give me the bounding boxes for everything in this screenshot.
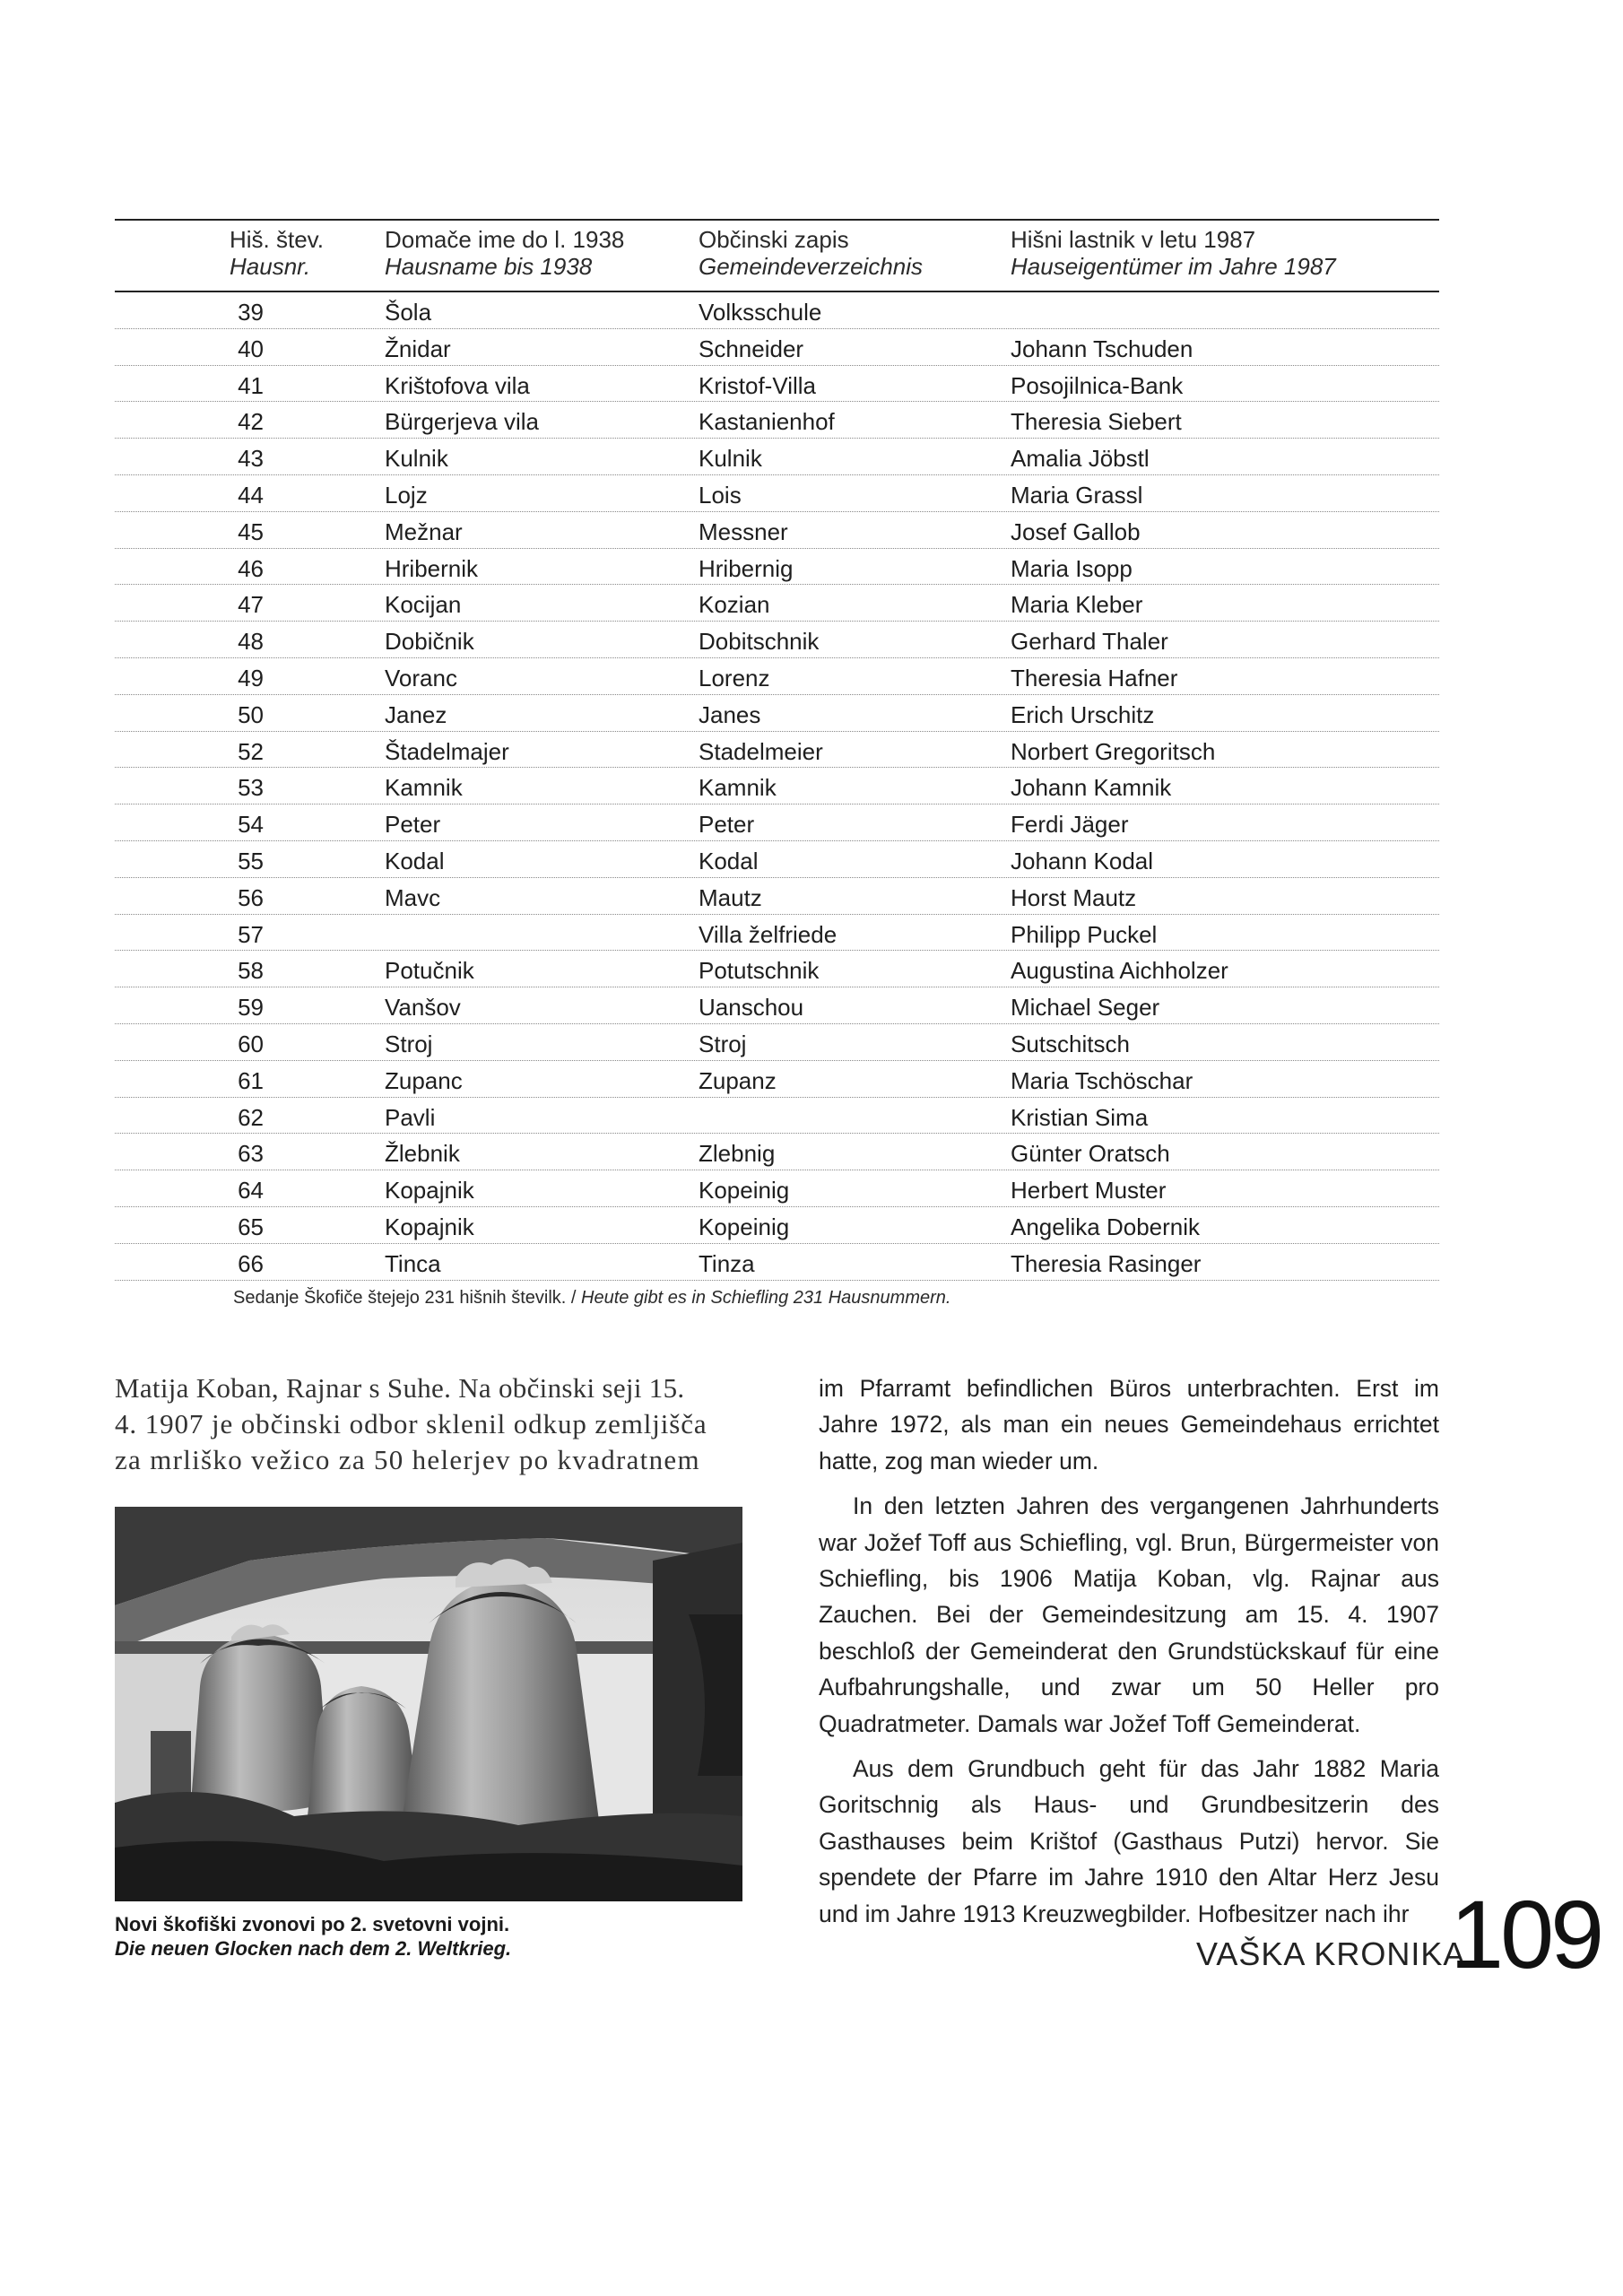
cell-name1938: Vanšov xyxy=(385,994,461,1022)
table-header xyxy=(115,221,1439,292)
paragraph: Aus dem Grundbuch geht für das Jahr 1882 Maria Goritschnig als Haus- und Grundbesitzerin des Gasthauses beim Krištof (Gasthaus Putzi) hervor. Sie spendete der Pfarre im Jahre 1910 den Altar Herz Jesu und im Jahre 1913 Kreuzwegbilder. Hofbesitzer nach ihr xyxy=(819,1755,1439,1927)
cell-municipal: Dobitschnik xyxy=(699,628,820,656)
table-row xyxy=(115,475,1439,512)
cell-municipal: Kastanienhof xyxy=(699,408,835,436)
table-row xyxy=(115,512,1439,549)
cell-municipal: Schneider xyxy=(699,335,804,362)
header-sl: Hiš. štev. xyxy=(230,226,324,253)
cell-municipal: Villa želfriede xyxy=(699,920,838,948)
cell-municipal: Tinza xyxy=(699,1249,755,1277)
cell-municipal: Zupanz xyxy=(699,1066,777,1094)
cell-name1938: Kamnik xyxy=(385,774,463,802)
cell-municipal: Potutschnik xyxy=(699,957,820,985)
header-municipal-record xyxy=(699,226,923,280)
cell-nr: 66 xyxy=(238,1249,264,1277)
cell-name1938: Štadelmajer xyxy=(385,737,509,765)
cell-nr: 58 xyxy=(238,957,264,985)
cell-nr: 56 xyxy=(238,883,264,911)
cell-municipal: Kristof-Villa xyxy=(699,371,817,399)
cell-nr: 42 xyxy=(238,408,264,436)
cell-owner1987: Angelika Dobernik xyxy=(1011,1213,1201,1240)
table-row xyxy=(115,1134,1439,1170)
cell-nr: 46 xyxy=(238,554,264,582)
table-row xyxy=(115,951,1439,987)
table-note-sl: Sedanje Škofiče štejejo 231 hišnih številk. / xyxy=(233,1288,581,1308)
cell-name1938: Mežnar xyxy=(385,517,463,545)
cell-name1938: Peter xyxy=(385,811,441,839)
table-row xyxy=(115,732,1439,769)
cell-municipal: Messner xyxy=(699,517,788,545)
table-row xyxy=(115,439,1439,475)
table-row xyxy=(115,622,1439,658)
table-row xyxy=(115,549,1439,586)
header-sl: Domače ime do l. 1938 xyxy=(385,226,625,253)
table-row xyxy=(115,1061,1439,1098)
right-column-text xyxy=(819,1370,1439,1932)
cell-name1938: Kodal xyxy=(385,847,445,874)
header-house-name xyxy=(385,226,624,280)
cell-nr: 64 xyxy=(238,1177,264,1205)
cell-municipal: Stadelmeier xyxy=(699,737,823,765)
cell-owner1987: Theresia Hafner xyxy=(1011,664,1178,691)
table-row xyxy=(115,1098,1439,1135)
cell-name1938: Dobičnik xyxy=(385,628,474,656)
cell-nr: 50 xyxy=(238,700,264,728)
cell-name1938: Pavli xyxy=(385,1103,436,1131)
cell-name1938: Žlebnik xyxy=(385,1140,460,1168)
cell-owner1987: Johann Kodal xyxy=(1011,847,1154,874)
table-row xyxy=(115,878,1439,915)
cell-name1938: Kulnik xyxy=(385,445,448,473)
cell-owner1987: Sutschitsch xyxy=(1011,1030,1130,1057)
cell-owner1987: Augustina Aichholzer xyxy=(1011,957,1228,985)
cell-municipal: Kamnik xyxy=(699,774,777,802)
cell-municipal: Lois xyxy=(699,481,742,509)
header-sl: Občinski zapis xyxy=(699,226,849,253)
cell-name1938: Voranc xyxy=(385,664,457,691)
cell-nr: 47 xyxy=(238,591,264,619)
cell-nr: 54 xyxy=(238,811,264,839)
cell-municipal: Zlebnig xyxy=(699,1140,776,1168)
cell-owner1987: Michael Seger xyxy=(1011,994,1160,1022)
cell-owner1987: Johann Kamnik xyxy=(1011,774,1172,802)
cell-nr: 55 xyxy=(238,847,264,874)
cell-name1938: Potučnik xyxy=(385,957,474,985)
photo-caption xyxy=(115,1912,511,1961)
table-note-de: Heute gibt es in Schiefling 231 Hausnummern. xyxy=(581,1288,951,1308)
cell-nr: 57 xyxy=(238,920,264,948)
left-text-line: 4. 1907 je občinski odbor sklenil odkup zemljišča xyxy=(115,1408,707,1439)
cell-name1938: Šola xyxy=(385,299,432,326)
cell-name1938: Kopajnik xyxy=(385,1213,474,1240)
running-footer: VAŠKA KRONIKA xyxy=(1196,1935,1466,1972)
header-owner-1987 xyxy=(1011,226,1336,280)
cell-nr: 65 xyxy=(238,1213,264,1240)
left-text-line: za mrliško vežico za 50 helerjev po kvadratnem xyxy=(115,1444,700,1475)
bells-photo xyxy=(115,1507,742,1901)
cell-name1938: Kocijan xyxy=(385,591,462,619)
table-row xyxy=(115,841,1439,878)
cell-name1938: Tinca xyxy=(385,1249,441,1277)
cell-municipal: Peter xyxy=(699,811,755,839)
cell-owner1987: Herbert Muster xyxy=(1011,1177,1167,1205)
cell-nr: 48 xyxy=(238,628,264,656)
table-row xyxy=(115,1024,1439,1061)
cell-municipal: Janes xyxy=(699,700,761,728)
header-de: Gemeindeverzeichnis xyxy=(699,253,924,280)
cell-municipal: Hribernig xyxy=(699,554,794,582)
cell-name1938: Žnidar xyxy=(385,335,451,362)
paragraph: im Pfarramt befindlichen Büros unterbrachten. Erst im Jahre 1972, als man ein neues Gemeindehaus errichtet hatte, zog man wieder um. xyxy=(819,1375,1439,1474)
cell-owner1987: Maria Isopp xyxy=(1011,554,1133,582)
cell-name1938: Stroj xyxy=(385,1030,433,1057)
house-table xyxy=(115,219,1439,1281)
cell-owner1987: Kristian Sima xyxy=(1011,1103,1149,1131)
cell-municipal: Kodal xyxy=(699,847,759,874)
cell-owner1987: Horst Mautz xyxy=(1011,883,1137,911)
cell-name1938: Lojz xyxy=(385,481,428,509)
cell-municipal: Kopeinig xyxy=(699,1177,790,1205)
table-row xyxy=(115,915,1439,952)
cell-nr: 52 xyxy=(238,737,264,765)
cell-municipal: Lorenz xyxy=(699,664,770,691)
cell-owner1987: Philipp Puckel xyxy=(1011,920,1158,948)
cell-nr: 45 xyxy=(238,517,264,545)
table-row xyxy=(115,658,1439,695)
table-row xyxy=(115,402,1439,439)
cell-nr: 59 xyxy=(238,994,264,1022)
cell-nr: 41 xyxy=(238,371,264,399)
cell-municipal: Kozian xyxy=(699,591,770,619)
cell-name1938: Krištofova vila xyxy=(385,371,530,399)
cell-nr: 49 xyxy=(238,664,264,691)
cell-owner1987: Theresia Siebert xyxy=(1011,408,1182,436)
cell-nr: 63 xyxy=(238,1140,264,1168)
left-text-line: Matija Koban, Rajnar s Suhe. Na občinski seji 15. xyxy=(115,1372,685,1404)
header-sl: Hišni lastnik v letu 1987 xyxy=(1011,226,1256,253)
table-row xyxy=(115,1244,1439,1281)
table-row xyxy=(115,804,1439,841)
cell-owner1987: Erich Urschitz xyxy=(1011,700,1155,728)
table-row xyxy=(115,987,1439,1024)
page-number: 109 xyxy=(1450,1880,1601,1988)
header-de: Hauseigentümer im Jahre 1987 xyxy=(1011,253,1336,280)
cell-nr: 53 xyxy=(238,774,264,802)
cell-nr: 44 xyxy=(238,481,264,509)
table-row xyxy=(115,695,1439,732)
cell-municipal: Volksschule xyxy=(699,299,822,326)
cell-nr: 40 xyxy=(238,335,264,362)
cell-name1938: Janez xyxy=(385,700,447,728)
paragraph: In den letzten Jahren des vergangenen Jahrhunderts war Jožef Toff aus Schiefling, vgl. Brun, Bürgermeister von Schiefling, bis 1906 Matija Koban, vlg. Rajnar aus Zauchen. Bei der Gemeindesitzung am 15. 4. 1907 beschloß der Gemeinderat den Grundstückskauf für eine Aufbahrungshalle, und zwar um 50 Heller pro Quadratmeter. Damals war Jožef Toff Gemeinderat. xyxy=(819,1492,1439,1737)
cell-owner1987: Theresia Rasinger xyxy=(1011,1249,1202,1277)
cell-owner1987: Norbert Gregoritsch xyxy=(1011,737,1216,765)
left-column-text xyxy=(115,1370,742,1478)
table-note xyxy=(233,1288,950,1309)
cell-name1938: Bürgerjeva vila xyxy=(385,408,539,436)
cell-owner1987: Ferdi Jäger xyxy=(1011,811,1129,839)
cell-owner1987: Josef Gallob xyxy=(1011,517,1141,545)
table-body xyxy=(115,292,1439,1281)
cell-name1938: Zupanc xyxy=(385,1066,463,1094)
cell-municipal: Uanschou xyxy=(699,994,804,1022)
cell-nr: 39 xyxy=(238,299,264,326)
cell-nr: 62 xyxy=(238,1103,264,1131)
table-row xyxy=(115,1207,1439,1244)
table-row xyxy=(115,366,1439,403)
cell-name1938: Hribernik xyxy=(385,554,479,582)
table-row xyxy=(115,292,1439,329)
header-de: Hausnr. xyxy=(230,253,311,280)
table-row xyxy=(115,329,1439,366)
cell-owner1987: Amalia Jöbstl xyxy=(1011,445,1150,473)
cell-owner1987: Johann Tschuden xyxy=(1011,335,1193,362)
header-de: Hausname bis 1938 xyxy=(385,253,593,280)
cell-nr: 60 xyxy=(238,1030,264,1057)
cell-nr: 61 xyxy=(238,1066,264,1094)
caption-de: Die neuen Glocken nach dem 2. Weltkrieg. xyxy=(115,1937,512,1960)
cell-municipal: Kopeinig xyxy=(699,1213,790,1240)
cell-owner1987: Maria Tschöschar xyxy=(1011,1066,1193,1094)
cell-municipal: Mautz xyxy=(699,883,762,911)
cell-owner1987: Maria Grassl xyxy=(1011,481,1143,509)
cell-owner1987: Günter Oratsch xyxy=(1011,1140,1170,1168)
cell-municipal: Stroj xyxy=(699,1030,747,1057)
cell-municipal: Kulnik xyxy=(699,445,762,473)
cell-name1938: Mavc xyxy=(385,883,441,911)
cell-owner1987: Maria Kleber xyxy=(1011,591,1143,619)
caption-sl: Novi škofiški zvonovi po 2. svetovni vojni. xyxy=(115,1913,510,1935)
table-row xyxy=(115,768,1439,804)
cell-nr: 43 xyxy=(238,445,264,473)
cell-owner1987: Posojilnica-Bank xyxy=(1011,371,1184,399)
table-row xyxy=(115,1170,1439,1207)
table-row xyxy=(115,585,1439,622)
cell-owner1987: Gerhard Thaler xyxy=(1011,628,1168,656)
header-house-number xyxy=(230,226,324,280)
cell-name1938: Kopajnik xyxy=(385,1177,474,1205)
